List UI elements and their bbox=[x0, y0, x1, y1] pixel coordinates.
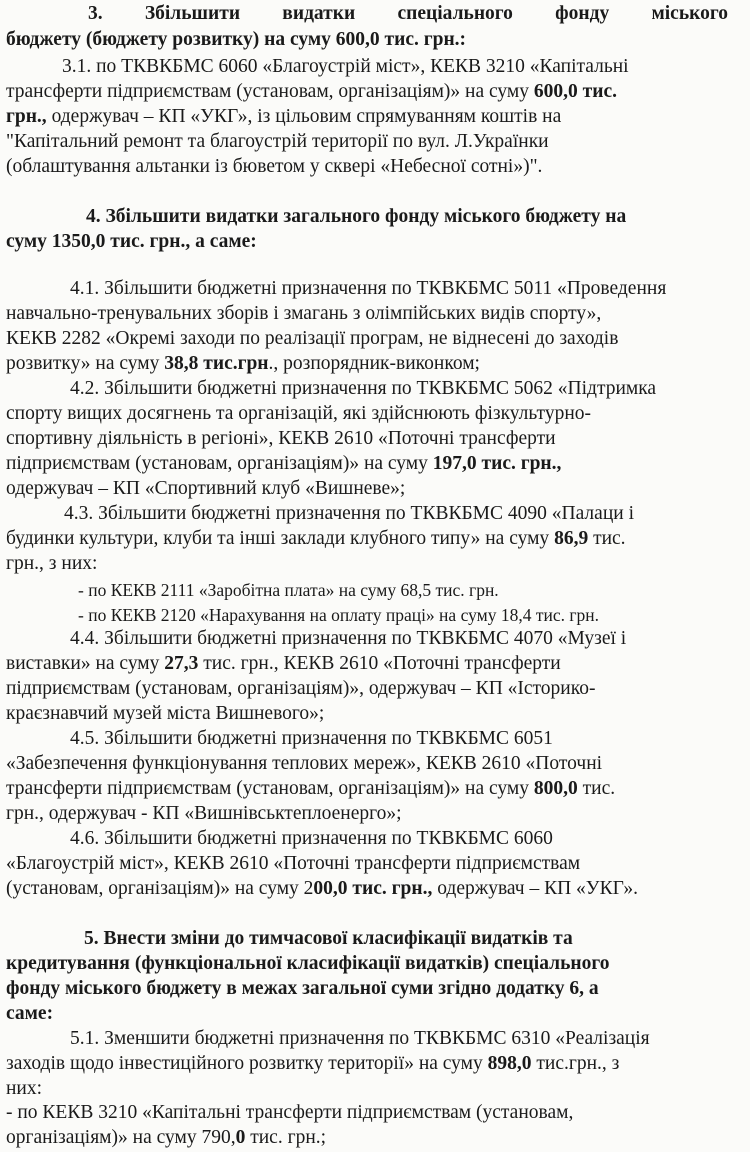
item-4-2-line-5: одержувач – КП «Спортивний клуб «Вишневе»; bbox=[6, 478, 406, 499]
item-4-2-line-4: підприємствам (установам, організаціям)» на суму 197,0 тис. грн., bbox=[6, 453, 562, 474]
item-4-3-sub-2: - по КЕКВ 2120 «Нарахування на оплату праці» на суму 18,4 тис. грн. bbox=[78, 605, 600, 625]
section-5-heading-line-3: фонду міського бюджету в межах загальної суми згідно додатку 6, а bbox=[6, 978, 599, 999]
item-4-1-line-3: КЕКВ 2282 «Окремі заходи по реалізації програм, не віднесені до заходів bbox=[6, 328, 619, 349]
item-4-4-line-2: виставки» на суму 27,3 тис. грн., КЕКВ 2610 «Поточні трансферти bbox=[6, 653, 561, 674]
item-4-3-line-3: грн., з них: bbox=[6, 553, 98, 574]
item-4-1-line-2: навчально-тренувальних зборів і змагань з олімпійських видів спорту», bbox=[6, 303, 602, 324]
item-5-1-sub-1-cont: організаціям)» на суму 790,0 тис. грн.; bbox=[6, 1127, 327, 1148]
item-4-6-line-2: «Благоустрій міст», КЕКВ 2610 «Поточні трансферти підприємствам bbox=[6, 853, 581, 874]
item-4-3-sub-1: - по КЕКВ 2111 «Заробітна плата» на суму 68,5 тис. грн. bbox=[78, 580, 499, 600]
item-4-2-line-1: 4.2. Збільшити бюджетні призначення по ТКВКБМС 5062 «Підтримка bbox=[70, 378, 657, 399]
item-3-1-line-3: грн., одержувач – КП «УКГ», із цільовим спрямуванням коштів на bbox=[6, 106, 562, 127]
section-5-heading-line-4: саме: bbox=[6, 1003, 54, 1024]
item-4-1-line-1: 4.1. Збільшити бюджетні призначення по ТКВКБМС 5011 «Проведення bbox=[70, 278, 667, 299]
section-4-heading-line-2: суму 1350,0 тис. грн., а саме: bbox=[6, 231, 257, 252]
section-3-heading-line-1: 3. Збільшити видатки спеціального фонду міського bbox=[88, 3, 728, 24]
item-3-1-line-1: 3.1. по ТКВКБМС 6060 «Благоустрій міст», КЕКВ 3210 «Капітальні bbox=[62, 56, 629, 77]
item-4-5-line-2: «Забезпечення функціонування теплових мереж», КЕКВ 2610 «Поточні bbox=[6, 753, 603, 774]
item-4-6-line-1: 4.6. Збільшити бюджетні призначення по ТКВКБМС 6060 bbox=[70, 828, 553, 849]
item-4-4-line-1: 4.4. Збільшити бюджетні призначення по ТКВКБМС 4070 «Музеї і bbox=[70, 628, 627, 649]
item-3-1-line-4: "Капітальний ремонт та благоустрій території по вул. Л.Українки bbox=[6, 131, 549, 152]
item-5-1-line-3: них: bbox=[6, 1078, 43, 1099]
item-3-1-line-2: трансферти підприємствам (установам, організаціям)» на суму 600,0 тис. bbox=[6, 81, 617, 102]
section-4-heading-line-1: 4. Збільшити видатки загального фонду міського бюджету на bbox=[86, 206, 627, 227]
item-5-1-line-2: заходів щодо інвестиційного розвитку території» на суму 898,0 тис.грн., з bbox=[6, 1053, 620, 1074]
item-4-2-line-2: спорту вищих досягнень та організацій, які здійснюють фізкультурно- bbox=[6, 403, 591, 424]
item-4-4-line-4: краєзнавчий музей міста Вишневого»; bbox=[6, 703, 325, 724]
item-4-5-line-1: 4.5. Збільшити бюджетні призначення по ТКВКБМС 6051 bbox=[70, 728, 553, 749]
item-4-3-line-1: 4.3. Збільшити бюджетні призначення по ТКВКБМС 4090 «Палаци і bbox=[64, 503, 634, 524]
item-5-1-sub-1: - по КЕКВ 3210 «Капітальні трансферти підприємствам (установам, bbox=[6, 1102, 574, 1123]
section-5-heading-line-2: кредитування (функціональної класифікації видатків) спеціального bbox=[6, 953, 610, 974]
item-3-1-line-5: (облаштування альтанки із бюветом у сквері «Небесної сотні»)". bbox=[6, 156, 543, 177]
item-4-2-line-3: спортивну діяльність в регіоні», КЕКВ 2610 «Поточні трансферти bbox=[6, 428, 556, 449]
item-4-4-line-3: підприємствам (установам, організаціям)», одержувач – КП «Історико- bbox=[6, 678, 596, 699]
item-4-5-line-3: трансферти підприємствам (установам, організаціям)» на суму 800,0 тис. bbox=[6, 778, 616, 799]
item-4-1-line-4: розвитку» на суму 38,8 тис.грн., розпорядник-виконком; bbox=[6, 353, 480, 374]
item-4-3-line-2: будинки культури, клуби та інші заклади клубного типу» на суму 86,9 тис. bbox=[6, 528, 626, 549]
section-3-heading-line-2: бюджету (бюджету розвитку) на суму 600,0 тис. грн.: bbox=[6, 29, 467, 50]
item-4-5-line-4: грн., одержувач - КП «Вишнівськтеплоенерго»; bbox=[6, 803, 402, 824]
item-5-1-line-1: 5.1. Зменшити бюджетні призначення по ТКВКБМС 6310 «Реалізація bbox=[70, 1028, 650, 1049]
item-4-6-line-3: (установам, організаціям)» на суму 200,0 тис. грн., одержувач – КП «УКГ». bbox=[6, 878, 639, 899]
section-5-heading-line-1: 5. Внести зміни до тимчасової класифікації видатків та bbox=[84, 928, 573, 949]
